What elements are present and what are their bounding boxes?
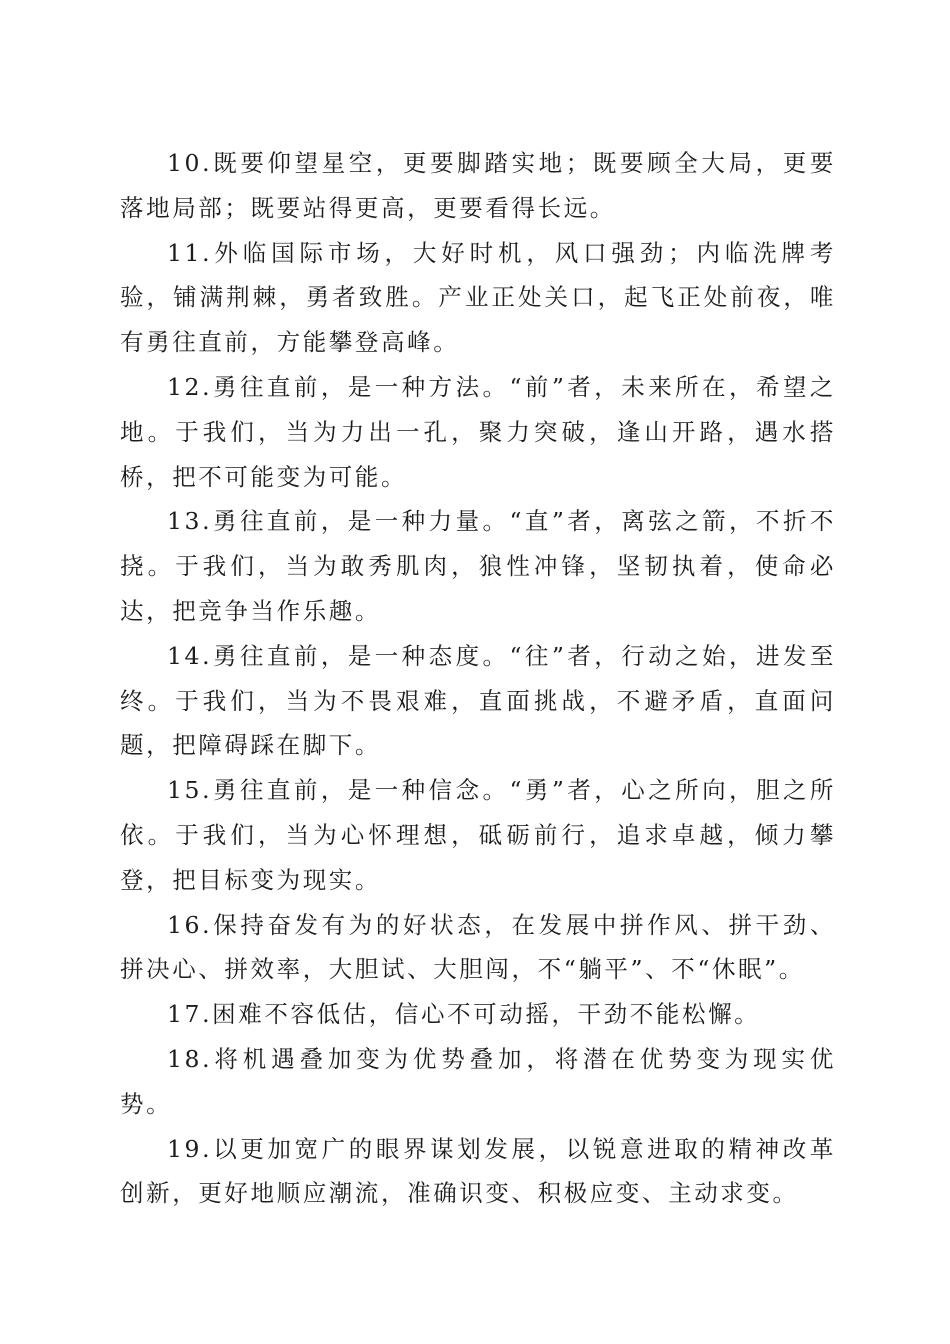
paragraph-14: 14.勇往直前，是一种态度。“往”者，行动之始，进发至终。于我们，当为不畏艰难，直面挑战，不避矛盾，直面问题，把障碍踩在脚下。 <box>120 641 836 760</box>
paragraph-16: 16.保持奋发有为的好状态，在发展中拼作风、拼干劲、拼决心、拼效率，大胆试、大胆闯，不“躺平”、不“休眠”。 <box>120 910 836 984</box>
paragraph-15: 15.勇往直前，是一种信念。“勇”者，心之所向，胆之所依。于我们，当为心怀理想，砥砺前行，追求卓越，倾力攀登，把目标变为现实。 <box>120 776 836 894</box>
paragraph-12: 12.勇往直前，是一种方法。“前”者，未来所在，希望之地。于我们，当为力出一孔，聚力突破，逢山开路，遇水搭桥，把不可能变为可能。 <box>120 372 836 491</box>
paragraph-18: 18.将机遇叠加变为优势叠加，将潜在优势变为现实优势。 <box>120 1044 836 1118</box>
paragraph-19: 19.以更加宽广的眼界谋划发展，以锐意进取的精神改革创新，更好地顺应潮流，准确识变、积极应变、主动求变。 <box>120 1134 836 1208</box>
document-body <box>120 141 836 1216</box>
paragraph-17: 17.困难不容低估，信心不可动摇，干劲不能松懈。 <box>167 1000 761 1029</box>
paragraph-11: 11.外临国际市场，大好时机，风口强劲；内临洗牌考验，铺满荆棘，勇者致胜。产业正处关口，起飞正处前夜，唯有勇往直前，方能攀登高峰。 <box>120 238 836 357</box>
paragraph-10: 10.既要仰望星空，更要脚踏实地；既要顾全大局，更要落地局部；既要站得更高，更要看得长远。 <box>120 149 836 222</box>
paragraph-13: 13.勇往直前，是一种力量。“直”者，离弦之箭，不折不挠。于我们，当为敢秀肌肉，狼性冲锋，坚韧执着，使命必达，把竞争当作乐趣。 <box>120 507 836 625</box>
